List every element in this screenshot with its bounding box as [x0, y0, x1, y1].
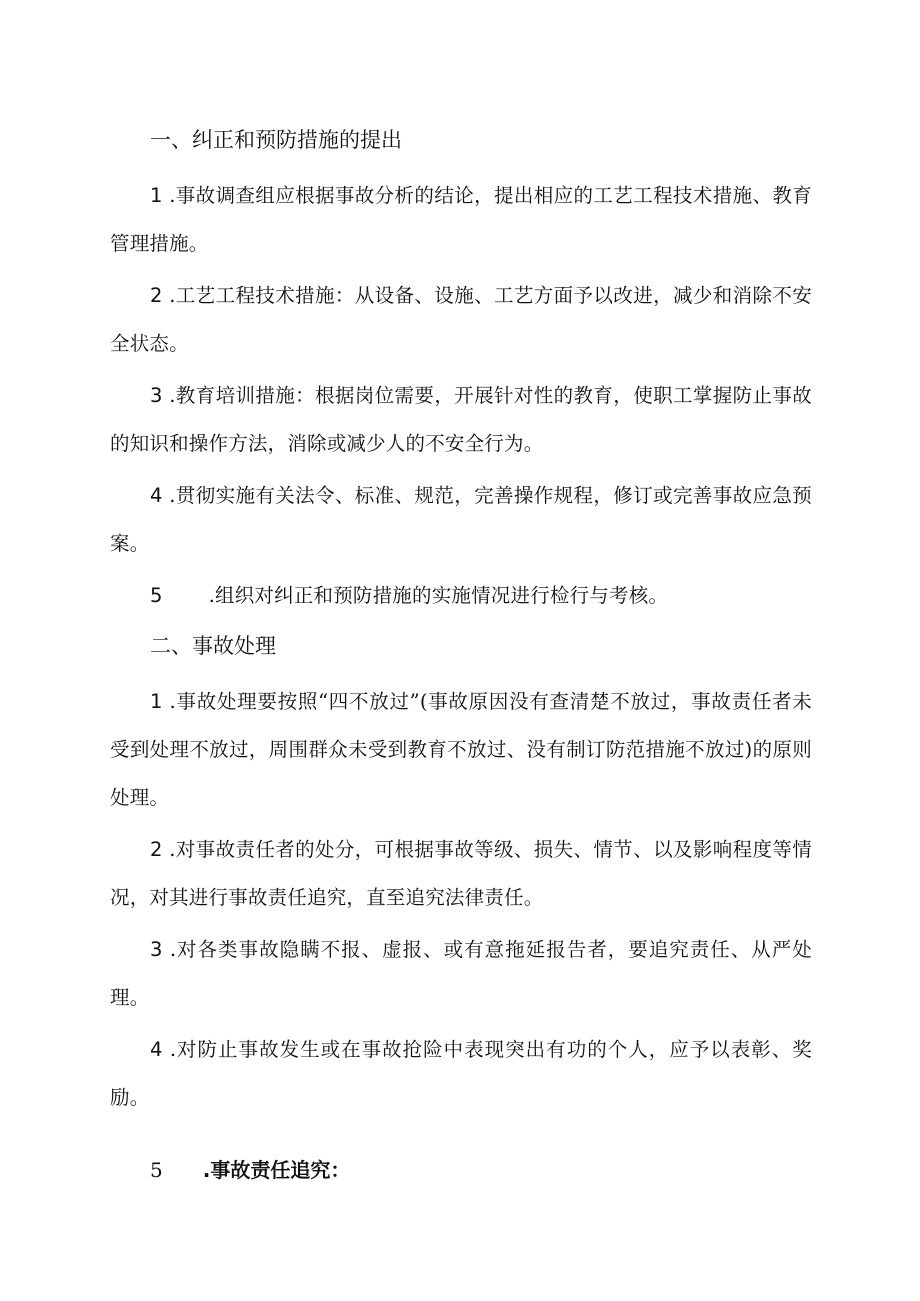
item-number: 5 — [150, 584, 163, 607]
section2-item-5 — [110, 1146, 812, 1194]
item-text: .事故责任追究： — [202, 1158, 351, 1182]
document-body — [110, 124, 812, 1194]
section1-item-4 — [110, 472, 812, 568]
item-number: 4 — [150, 1038, 163, 1061]
item-text: .组织对纠正和预防措施的实施情况进行检行与考核。 — [208, 584, 669, 607]
item-text: .对防止事故发生或在事故抢险中表现突出有功的个人，应予以表彰、奖励。 — [110, 1038, 812, 1109]
item-number: 5 — [150, 1158, 163, 1182]
item-number: 3 — [150, 384, 163, 407]
item-text: .事故调查组应根据事故分析的结论，提出相应的工艺工程技术措施、教育管理措施。 — [110, 184, 812, 255]
section1-item-2 — [110, 272, 812, 368]
item-text: .贯彻实施有关法令、标准、规范，完善操作规程，修订或完善事故应急预案。 — [110, 484, 812, 555]
item-number: 1 — [150, 184, 163, 207]
section1-item-5 — [110, 572, 812, 620]
section1-item-3 — [110, 372, 812, 468]
section2-item-3 — [110, 926, 812, 1022]
section1-heading: 一、纠正和预防措施的提出 — [150, 128, 402, 152]
section2-heading: 二、事故处理 — [150, 634, 276, 658]
item-number: 4 — [150, 484, 163, 507]
item-text: .教育培训措施：根据岗位需要，开展针对性的教育，使职工掌握防止事故的知识和操作方法，消除或减少人的不安全行为。 — [110, 384, 812, 455]
item-text: .工艺工程技术措施：从设备、设施、工艺方面予以改进，减少和消除不安全状态。 — [110, 284, 812, 355]
item-text: .对事故责任者的处分，可根据事故等级、损失、情节、以及影响程度等情况，对其进行事故责任追究，直至追究法律责任。 — [110, 838, 812, 909]
item-number: 2 — [150, 284, 163, 307]
item-text: .事故处理要按照“四不放过”(事故原因没有查清楚不放过，事故责任者未受到处理不放过，周围群众未受到教育不放过、没有制订防范措施不放过)的原则处理。 — [110, 690, 813, 809]
item-number: 1 — [150, 690, 163, 713]
section1-item-1 — [110, 172, 812, 268]
section2-item-4 — [110, 1026, 812, 1122]
section2-item-1 — [110, 678, 812, 822]
section2-item-2 — [110, 826, 812, 922]
item-number: 2 — [150, 838, 163, 861]
item-number: 3 — [150, 938, 163, 961]
item-text: .对各类事故隐瞒不报、虚报、或有意拖延报告者，要追究责任、从严处理。 — [110, 938, 812, 1009]
